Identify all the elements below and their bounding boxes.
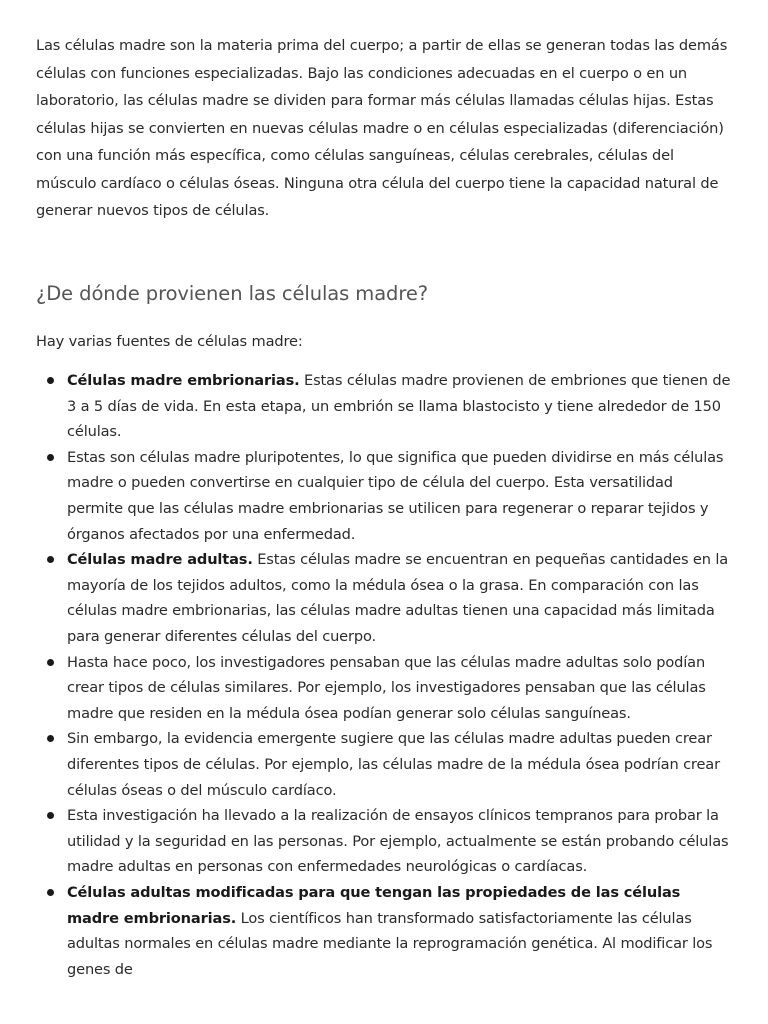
list-item [36,547,732,649]
list-item-text: Estas células madre provienen de embriones que tienen de 3 a 5 días de vida. En esta etapa, un embrión se llama blastocisto y tiene alrededor de 150 células. [67,372,731,441]
sources-list [36,368,732,982]
list-item-text: Hasta hace poco, los investigadores pensaban que las células madre adultas solo podían crear tipos de células similares. Por ejemplo, los investigadores pensaban que las células madre que residen en la médula ósea podían generar solo células sanguíneas. [67,653,706,722]
bullet-icon [47,735,54,742]
list-item [36,803,732,880]
list-item [36,650,732,727]
section-lead: Hay varias fuentes de células madre: [36,332,303,350]
list-item-bold: Células madre embrionarias. [67,372,300,390]
list-item [36,445,732,547]
list-item-bold: Células madre adultas. [67,551,253,569]
bullet-icon [47,377,54,384]
intro-paragraph: Las células madre son la materia prima del cuerpo; a partir de ellas se generan todas las demás células con funciones especializadas. Bajo las condiciones adecuadas en el cuerpo o en un laboratorio, las células madre se dividen para formar más células llamadas células hijas. Estas células hijas se convierten en nuevas células madre o en células especializadas (diferenciación) con una función más específica, como células sanguíneas, células cerebrales, células del músculo cardíaco o células óseas. Ninguna otra célula del cuerpo tiene la capacidad natural de generar nuevos tipos de células. [36,37,728,219]
list-item-text: Los científicos han transformado satisfactoriamente las células adultas normales en células madre mediante la reprogramación genética. Al modificar los genes de [67,909,713,978]
section-heading: ¿De dónde provienen las células madre? [36,281,428,305]
bullet-icon [47,812,54,819]
list-item-text: Sin embargo, la evidencia emergente sugiere que las células madre adultas pueden crear diferentes tipos de células. Por ejemplo, las células madre de la médula ósea podrían crear células óseas o del músculo cardíaco. [67,730,720,799]
bullet-icon [47,889,54,896]
list-item-text: Esta investigación ha llevado a la realización de ensayos clínicos tempranos para probar la utilidad y la seguridad en las personas. Por ejemplo, actualmente se están probando células madre adultas en personas con enfermedades neurológicas o cardíacas. [67,807,729,876]
list-item [36,368,732,445]
bullet-icon [47,454,54,461]
list-item-text: Estas son células madre pluripotentes, lo que significa que pueden dividirse en más células madre o pueden convertirse en cualquier tipo de célula del cuerpo. Esta versatilidad permite que las células madre embrionarias se utilicen para regenerar o reparar tejidos y órganos afectados por una enfermedad. [67,448,724,543]
bullet-icon [47,659,54,666]
list-item [36,726,732,803]
list-item [36,880,732,982]
list-item-text: Estas células madre se encuentran en pequeñas cantidades en la mayoría de los tejidos adultos, como la médula ósea o la grasa. En comparación con las células madre embrionarias, las células madre adultas tienen una capacidad más limitada para generar diferentes células del cuerpo. [67,551,729,646]
list-item-bold: Células adultas modificadas para que tengan las propiedades de las células madre embrionarias. [67,883,681,927]
bullet-icon [47,556,54,563]
